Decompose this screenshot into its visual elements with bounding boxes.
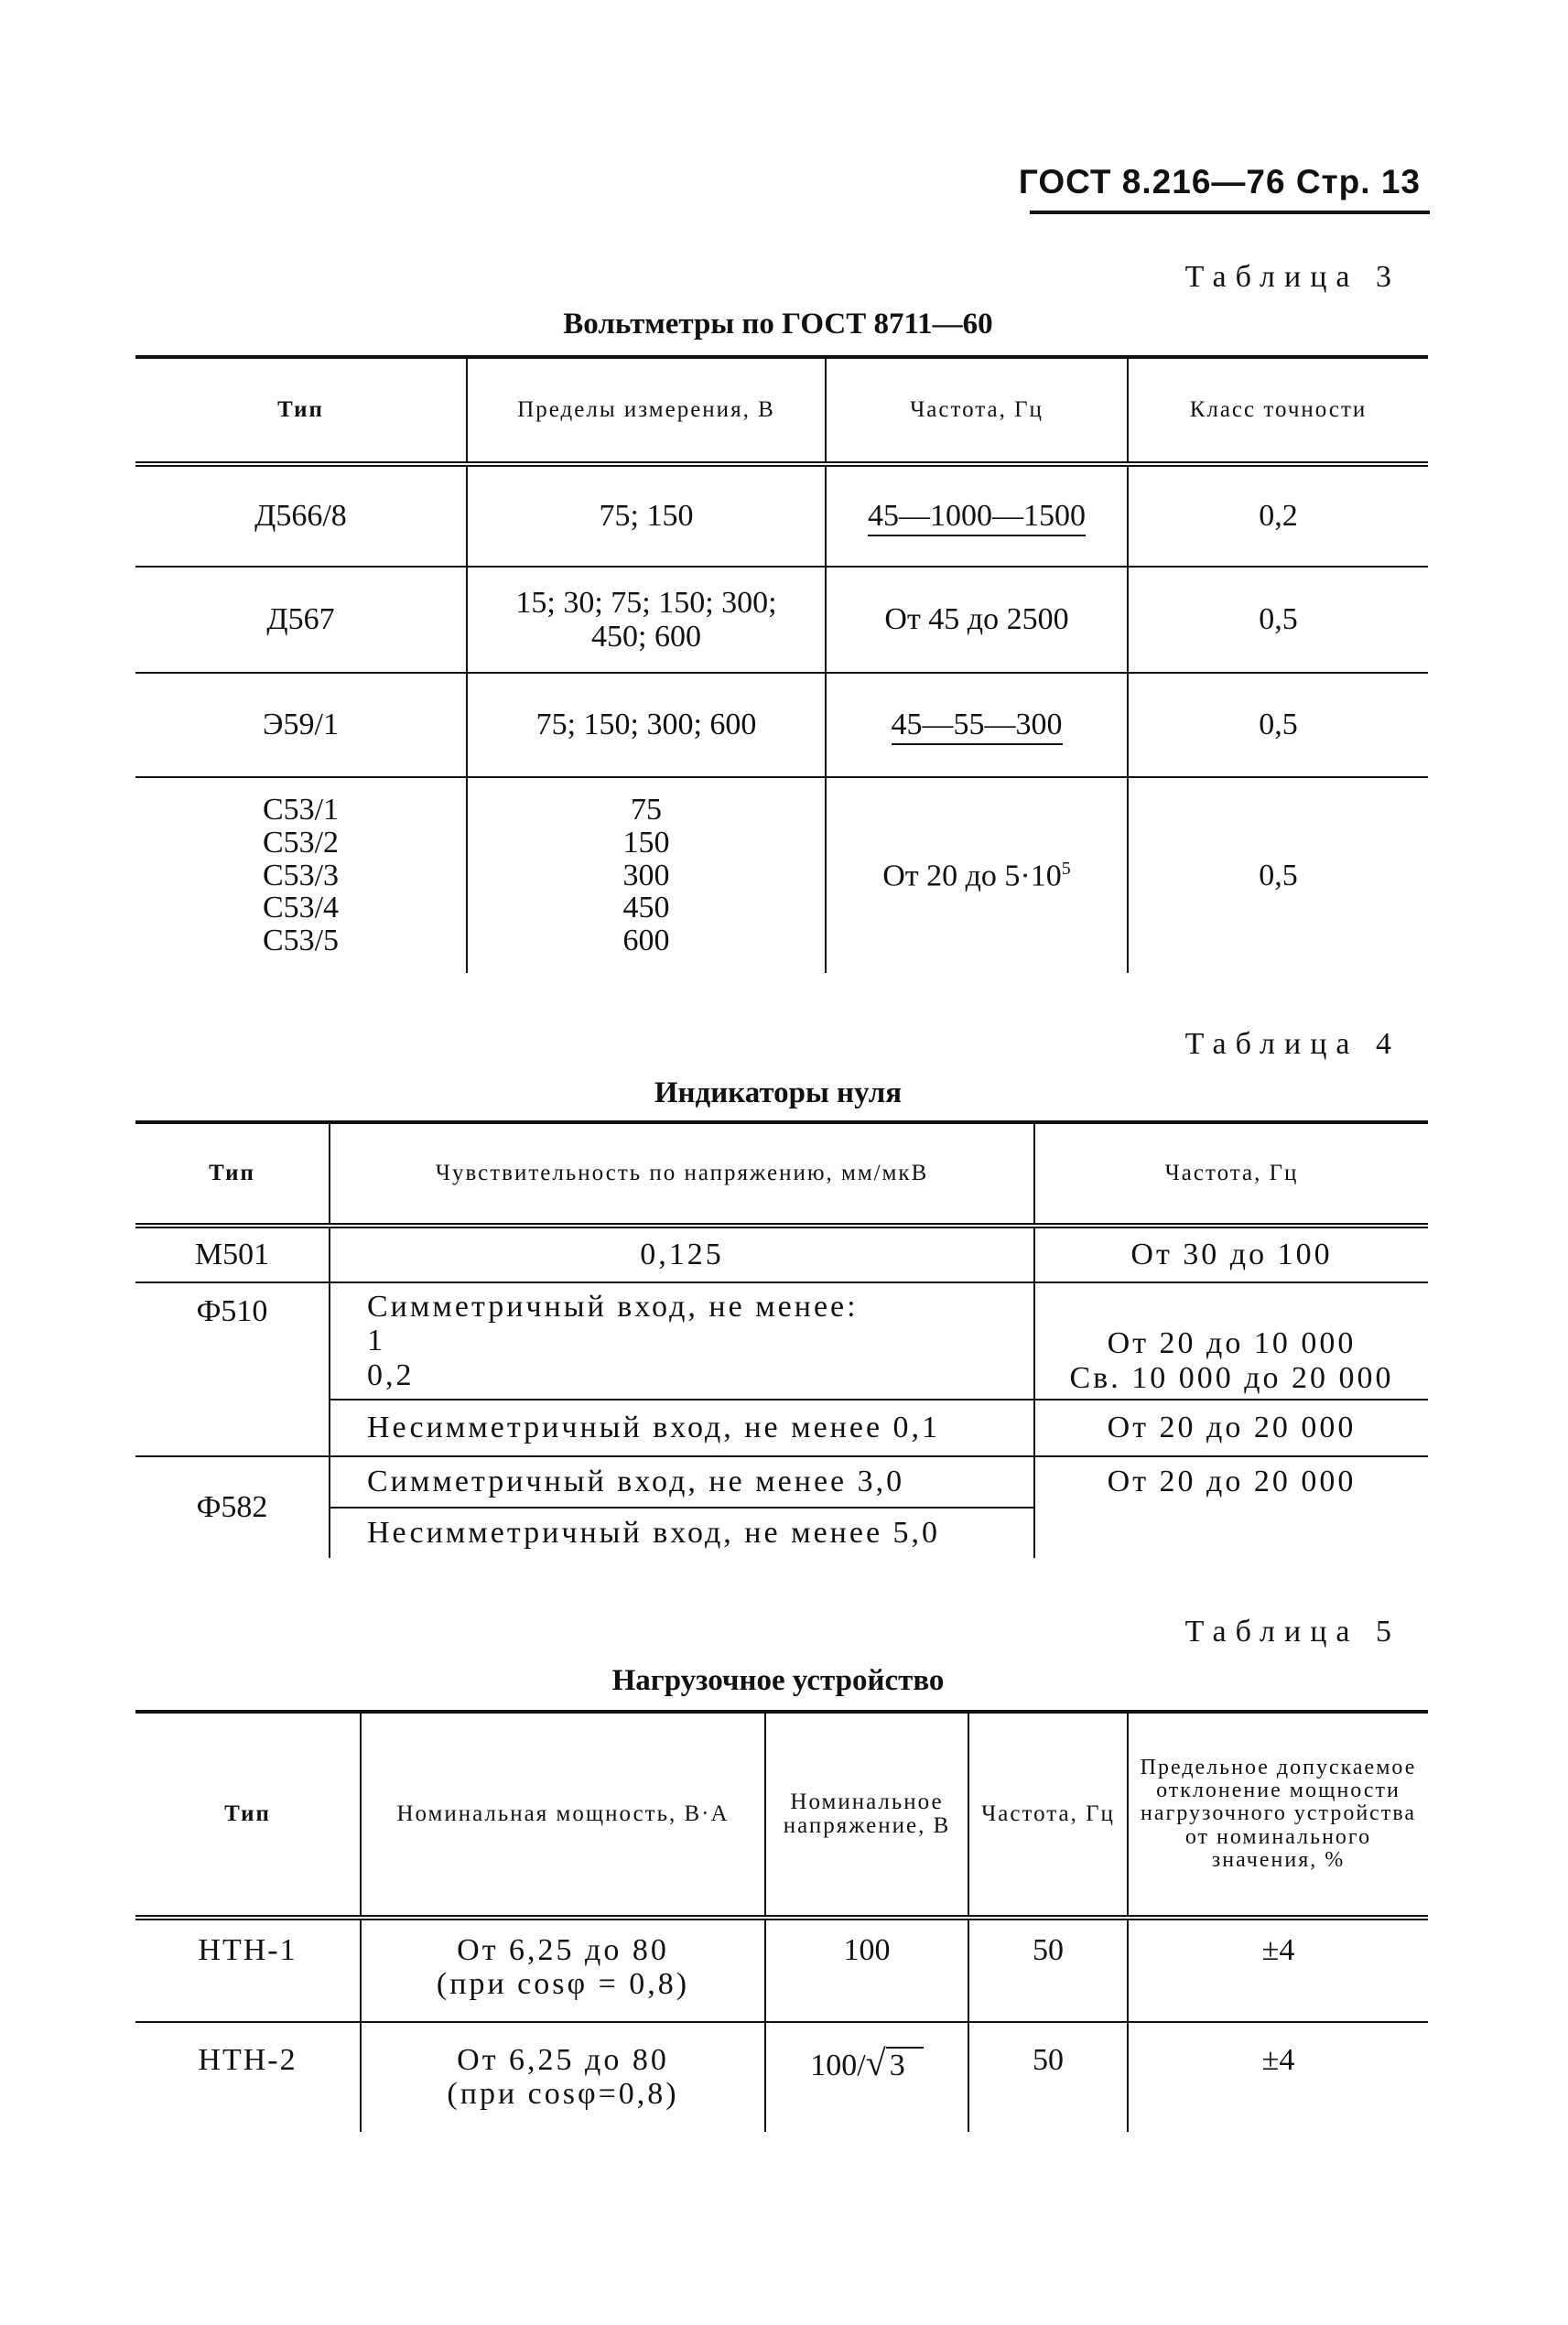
voltage-prefix: 100/	[810, 2049, 866, 2082]
range-cell: 75; 150; 300; 600	[467, 673, 826, 777]
type-cell: Э59/1	[135, 673, 467, 777]
table-caption: Нагрузочное устройство	[611, 1664, 945, 1697]
table-label: Таблица 5	[1184, 1615, 1400, 1649]
voltage-cell: 100	[765, 1918, 968, 2022]
column-header: Тип	[135, 1712, 361, 1918]
range-cell	[467, 777, 826, 973]
deviation-cell: ±4	[1128, 1918, 1428, 2022]
voltmeters-table	[135, 355, 1428, 973]
type-line: С53/5	[262, 924, 340, 958]
column-header: Чувствительность по напряжению, мм/мкВ	[330, 1122, 1034, 1226]
column-header: Частота, Гц	[1034, 1122, 1428, 1226]
power-cell	[361, 1918, 765, 2022]
power-line: (при cosφ = 0,8)	[436, 1967, 690, 2002]
frequency-value: От 20 до 5·10	[882, 858, 1062, 892]
column-header: Предельное допускаемое отклонение мощности нагрузочного устройства от номинального значения, %	[1128, 1712, 1428, 1918]
page-header: ГОСТ 8.216—76 Стр. 13	[1018, 163, 1421, 200]
frequency-cell	[826, 464, 1128, 567]
frequency-cell: От 20 до 20 000	[1034, 1400, 1428, 1456]
table-caption: Вольтметры по ГОСТ 8711—60	[563, 308, 993, 341]
sensitivity-cell	[330, 1282, 1034, 1400]
type-line: С53/3	[262, 858, 340, 892]
type-cell: НТН-2	[198, 2043, 297, 2077]
frequency-cell	[826, 777, 1128, 973]
frequency-cell: От 30 до 100	[1034, 1226, 1428, 1282]
null-indicators-table	[135, 1120, 1428, 1558]
table-label: Таблица 4	[1184, 1027, 1400, 1061]
range-line: 450	[622, 891, 670, 925]
sensitivity-value: 1	[367, 1324, 385, 1358]
range-line: 300	[622, 858, 670, 892]
power-line: От 6,25 до 80	[457, 2043, 669, 2077]
accuracy-cell: 0,5	[1128, 567, 1428, 673]
column-header: Тип	[135, 357, 467, 464]
column-header: Пределы измерения, В	[467, 357, 826, 464]
type-cell: Д566/8	[135, 464, 467, 567]
column-header: Номинальная мощность, В·А	[361, 1712, 765, 1918]
frequency-cell: 50	[968, 1918, 1128, 2022]
column-header: Тип	[135, 1122, 330, 1226]
range-line: 150	[622, 825, 670, 860]
frequency-cell: От 20 до 20 000	[1034, 1456, 1428, 1558]
type-cell: Д567	[135, 567, 467, 673]
column-header: Частота, Гц	[968, 1712, 1128, 1918]
frequency-exponent: 5	[1061, 858, 1071, 879]
frequency-cell: 50	[968, 2022, 1128, 2132]
power-cell	[361, 2022, 765, 2132]
sensitivity-title: Симметричный вход, не менее:	[367, 1289, 859, 1324]
frequency-cell	[1034, 1282, 1428, 1400]
range-line: 600	[622, 924, 670, 958]
type-line: С53/1	[262, 793, 340, 827]
range-line: 15; 30; 75; 150; 300;	[515, 585, 777, 620]
header-rule	[1030, 211, 1430, 214]
sensitivity-cell: 0,125	[330, 1226, 1034, 1282]
frequency-value: 45—1000—1500	[868, 499, 1086, 536]
voltage-cell	[765, 2022, 968, 2132]
frequency-line: От 20 до 10 000	[1107, 1326, 1357, 1361]
load-device-table	[135, 1710, 1428, 2132]
type-cell: Ф510	[196, 1294, 268, 1328]
type-cell: НТН-1	[135, 1918, 361, 2022]
accuracy-cell: 0,5	[1128, 777, 1428, 973]
sensitivity-line: Симметричный вход, не менее 3,0	[330, 1457, 1033, 1509]
power-line: (при cosφ=0,8)	[447, 2077, 679, 2112]
type-cell: М501	[135, 1226, 330, 1282]
sensitivity-line: Несимметричный вход, не менее 5,0	[367, 1516, 941, 1550]
type-cell	[135, 777, 467, 973]
type-line: С53/2	[262, 825, 340, 860]
frequency-cell: От 45 до 2500	[826, 567, 1128, 673]
square-root-icon: √	[865, 2042, 886, 2083]
sensitivity-value: 0,2	[367, 1357, 415, 1392]
power-line: От 6,25 до 80	[457, 1933, 669, 1967]
table-label: Таблица 3	[1184, 260, 1400, 294]
type-cell: Ф582	[135, 1456, 330, 1558]
sensitivity-cell: Несимметричный вход, не менее 0,1	[330, 1400, 1034, 1456]
range-line: 450; 600	[591, 620, 701, 654]
type-line: С53/4	[262, 891, 340, 925]
range-cell	[467, 567, 826, 673]
column-header: Частота, Гц	[826, 357, 1128, 464]
range-cell: 75; 150	[467, 464, 826, 567]
frequency-value: 45—55—300	[892, 708, 1063, 745]
voltage-root: 3	[886, 2047, 924, 2082]
column-header: Класс точности	[1128, 357, 1428, 464]
table-caption: Индикаторы нуля	[654, 1076, 903, 1109]
deviation-cell: ±4	[1128, 2022, 1428, 2132]
frequency-line: Св. 10 000 до 20 000	[1069, 1360, 1394, 1395]
accuracy-cell: 0,2	[1128, 464, 1428, 567]
range-line: 75	[631, 793, 662, 827]
column-header: Номинальное напряжение, В	[765, 1712, 968, 1918]
sensitivity-cell	[330, 1456, 1034, 1558]
accuracy-cell: 0,5	[1128, 673, 1428, 777]
frequency-cell	[826, 673, 1128, 777]
